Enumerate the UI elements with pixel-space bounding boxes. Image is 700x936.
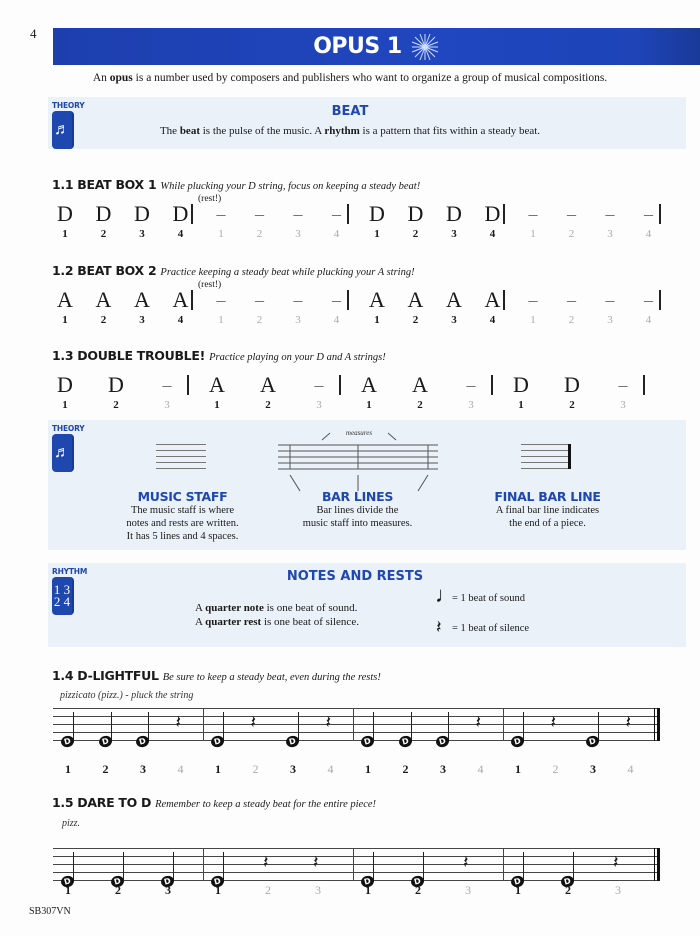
quarter-rest-icon: 𝄽 [550, 712, 557, 732]
exercise-1-5-counts [53, 883, 663, 899]
beat-count: 3 [140, 762, 146, 776]
final-bar-line [657, 848, 660, 881]
rest-beat: – 3 [293, 290, 303, 326]
beat-count: 3 [315, 883, 321, 897]
quarter-rest-icon: 𝄽 [313, 852, 319, 872]
rest-beat: – 4 [332, 290, 341, 326]
exercise-1-4-staff [53, 708, 660, 748]
bar-line [503, 204, 505, 224]
rest-beat: – 3 [466, 375, 476, 411]
rest-beat: – 3 [162, 375, 172, 411]
rest-beat: – 2 [567, 290, 576, 326]
music-notes-icon: ♬ [52, 434, 74, 472]
rest-beat: – 4 [644, 290, 653, 326]
pizz-marking: pizz. [62, 818, 81, 829]
quarter-rest-icon: 𝄽 [613, 852, 619, 872]
svg-text:measures: measures [345, 429, 373, 437]
d-quarter-note: D [361, 876, 375, 888]
rest-beat: – 4 [644, 204, 653, 240]
final-bar-line-heading: FINAL BAR LINE [494, 489, 601, 504]
title-banner [53, 28, 700, 65]
d-quarter-note: D [211, 736, 225, 748]
d-quarter-note: D [99, 736, 113, 748]
beat-count: 2 [252, 762, 259, 776]
d-quarter-note: D [436, 736, 450, 748]
quarter-note-icon: ♩ [435, 582, 457, 607]
notes-rests-text: A quarter note is one beat of sound. A quarter rest is one beat of silence. [195, 602, 359, 628]
bar-line [503, 848, 504, 880]
rest-beat: – 2 [255, 290, 264, 326]
beat-count: 1 [215, 762, 221, 776]
quarter-rest-icon: 𝄽 [263, 852, 269, 872]
bar-line [187, 375, 189, 395]
pizzicato-marking: pizzicato (pizz.) - pluck the string [60, 690, 194, 701]
beat-count: 1 [515, 883, 521, 897]
staff-line [53, 716, 660, 717]
page-title: OPUS 1 [313, 34, 402, 59]
note-beat: A 4 [172, 287, 189, 326]
note-beat: D 4 [172, 201, 189, 240]
beat-definition: The beat is the pulse of the music. A rhythm is a pattern that fits within a steady beat. [159, 125, 541, 137]
beat-count: 3 [165, 883, 171, 897]
note-beat: A 1 [369, 287, 385, 326]
intro-text: An opus is a number used by composers and publishers who want to organize a group of musical compositions. [92, 72, 608, 84]
note-beat: D 4 [484, 201, 501, 240]
d-quarter-note: D [211, 876, 225, 888]
d-quarter-note: D [511, 736, 525, 748]
staff-line [53, 732, 660, 733]
final-bar-line-thin [654, 848, 655, 881]
quarter-rest-icon: 𝄽 [250, 712, 257, 732]
note-beat: D 1 [513, 372, 529, 411]
note-beat: D 2 [564, 372, 580, 411]
note-beat: A 2 [412, 372, 428, 411]
note-beat: D 3 [446, 201, 462, 240]
beat-count: 3 [290, 762, 296, 776]
beat-count: 2 [565, 883, 571, 897]
rest-beat: – 1 [216, 204, 226, 240]
bar-line [503, 290, 505, 310]
bar-lines-diagram [278, 425, 443, 495]
note-beat: A 4 [484, 287, 501, 326]
rest-beat: – 1 [528, 290, 538, 326]
music-staff-diagram [156, 444, 206, 468]
bar-lines-text: Bar lines divide the music staff into measures. [302, 505, 413, 529]
note-beat: A 1 [209, 372, 225, 411]
beat-count: 3 [465, 883, 471, 897]
rest-beat: – 1 [528, 204, 538, 240]
exercise-1-5-staff [53, 848, 660, 888]
beat-count: 2 [415, 883, 421, 897]
page-number: 4 [30, 26, 37, 41]
exercise-1-2-beats [40, 280, 680, 338]
notes-rests-heading: NOTES AND RESTS [286, 569, 424, 584]
beat-heading: BEAT [331, 104, 369, 119]
note-beat: A 1 [361, 372, 377, 411]
staff-line [53, 848, 660, 849]
bar-line [191, 204, 193, 224]
bar-line [203, 708, 204, 740]
beat-count: 3 [615, 883, 621, 897]
theory-badge: THEORY ♬ [52, 101, 92, 149]
rest-beat: – 1 [216, 290, 226, 326]
beat-count: 1 [365, 762, 371, 776]
note-beat: A 2 [95, 287, 112, 326]
quarter-rest-legend: = 1 beat of silence [452, 623, 530, 634]
beat-count: 3 [440, 762, 446, 776]
note-beat: D 2 [95, 201, 112, 240]
rest-beat: – 2 [255, 204, 264, 240]
end-bar-line [659, 290, 661, 310]
rhythm-badge: RHYTHM 1 3 2 4 [52, 567, 92, 615]
bar-line [353, 848, 354, 880]
music-staff-heading: MUSIC STAFF [137, 489, 228, 504]
quarter-rest-icon: 𝄽 [475, 712, 482, 732]
exercise-1-4-title: 1.4 D-LIGHTFUL Be sure to keep a steady beat, even during the rests! [52, 668, 381, 683]
beat-count: 3 [590, 762, 596, 776]
rest-beat: – 3 [618, 375, 628, 411]
note-beat: A 1 [57, 287, 73, 326]
staff-line [53, 724, 660, 725]
rest-beat: – 3 [605, 204, 615, 240]
bar-line [203, 848, 204, 880]
bar-line [347, 204, 349, 224]
staff-line [53, 708, 660, 709]
final-bar-line [657, 708, 660, 741]
final-bar-line-diagram [521, 444, 571, 468]
rest-label: (rest!) [198, 194, 222, 204]
note-beat: D 3 [134, 201, 150, 240]
bar-line [503, 708, 504, 740]
time-signature-icon: 1 3 2 4 [52, 577, 74, 615]
beat-count: 2 [402, 762, 409, 776]
d-quarter-note: D [511, 876, 525, 888]
quarter-rest-icon: 𝄽 [436, 617, 442, 637]
starburst-icon [410, 32, 440, 62]
end-bar-line [659, 204, 661, 224]
quarter-rest-icon: 𝄽 [463, 852, 469, 872]
note-beat: D 1 [57, 372, 73, 411]
music-staff-text: The music staff is where notes and rests are written. It has 5 lines and 4 spaces. [126, 505, 239, 542]
staff-line [53, 856, 660, 857]
beat-count: 1 [515, 762, 521, 776]
beat-count: 1 [65, 762, 71, 776]
rest-beat: – 3 [605, 290, 615, 326]
bar-line [347, 290, 349, 310]
note-beat: A 2 [407, 287, 424, 326]
d-quarter-note: D [61, 876, 75, 888]
rest-beat: – 3 [293, 204, 303, 240]
quarter-rest-icon: 𝄽 [175, 712, 182, 732]
bar-line [191, 290, 193, 310]
rest-beat: – 4 [332, 204, 341, 240]
note-beat: A 3 [446, 287, 462, 326]
d-quarter-note: D [399, 736, 413, 748]
staff-line [53, 872, 660, 873]
note-beat: D 2 [407, 201, 424, 240]
d-quarter-note: D [286, 736, 300, 748]
rest-beat: – 2 [567, 204, 576, 240]
rest-label: (rest!) [198, 280, 222, 290]
beat-count: 2 [552, 762, 559, 776]
beat-count: 1 [365, 883, 371, 897]
bar-line [491, 375, 493, 395]
bar-lines-heading: BAR LINES [321, 489, 394, 504]
beat-count: 2 [265, 883, 271, 897]
note-beat: D 2 [108, 372, 124, 411]
beat-count: 4 [327, 762, 334, 776]
footer-code: SB307VN [29, 906, 71, 917]
music-notes-icon: ♬ [52, 111, 74, 149]
beat-count: 2 [102, 762, 109, 776]
note-beat: D 1 [369, 201, 385, 240]
exercise-1-5-title: 1.5 DARE TO D Remember to keep a steady beat for the entire piece! [52, 795, 377, 810]
bar-line [339, 375, 341, 395]
beat-count: 4 [627, 762, 634, 776]
exercise-1-4-counts [53, 762, 663, 778]
exercise-1-2-title: 1.2 BEAT BOX 2 Practice keeping a steady beat while plucking your A string! [52, 263, 415, 278]
quarter-note-legend: = 1 beat of sound [452, 593, 525, 604]
staff-line [53, 864, 660, 865]
exercise-1-1-beats [40, 194, 680, 252]
quarter-rest-icon: 𝄽 [625, 712, 632, 732]
rest-beat: – 3 [314, 375, 324, 411]
beat-count: 1 [215, 883, 221, 897]
exercise-1-3-beats [40, 373, 680, 423]
final-bar-line-thin [654, 708, 655, 741]
quarter-rest-icon: 𝄽 [325, 712, 332, 732]
d-quarter-note: D [111, 876, 125, 888]
d-quarter-note: D [411, 876, 425, 888]
note-beat: A 3 [134, 287, 150, 326]
d-quarter-note: D [136, 736, 150, 748]
d-quarter-note: D [586, 736, 600, 748]
beat-count: 4 [477, 762, 484, 776]
end-bar-line [643, 375, 645, 395]
beat-count: 1 [65, 883, 71, 897]
d-quarter-note: D [561, 876, 575, 888]
d-quarter-note: D [161, 876, 175, 888]
note-beat: D 1 [57, 201, 73, 240]
exercise-1-1-title: 1.1 BEAT BOX 1 While plucking your D string, focus on keeping a steady beat! [52, 177, 421, 192]
note-beat: A 2 [260, 372, 276, 411]
exercise-1-3-title: 1.3 DOUBLE TROUBLE! Practice playing on your D and A strings! [52, 348, 386, 363]
d-quarter-note: D [361, 736, 375, 748]
beat-count: 4 [177, 762, 184, 776]
final-bar-line-text: A final bar line indicates the end of a piece. [495, 505, 600, 529]
bar-line [353, 708, 354, 740]
d-quarter-note: D [61, 736, 75, 748]
beat-count: 2 [115, 883, 121, 897]
theory-badge-2: THEORY ♬ [52, 424, 92, 472]
